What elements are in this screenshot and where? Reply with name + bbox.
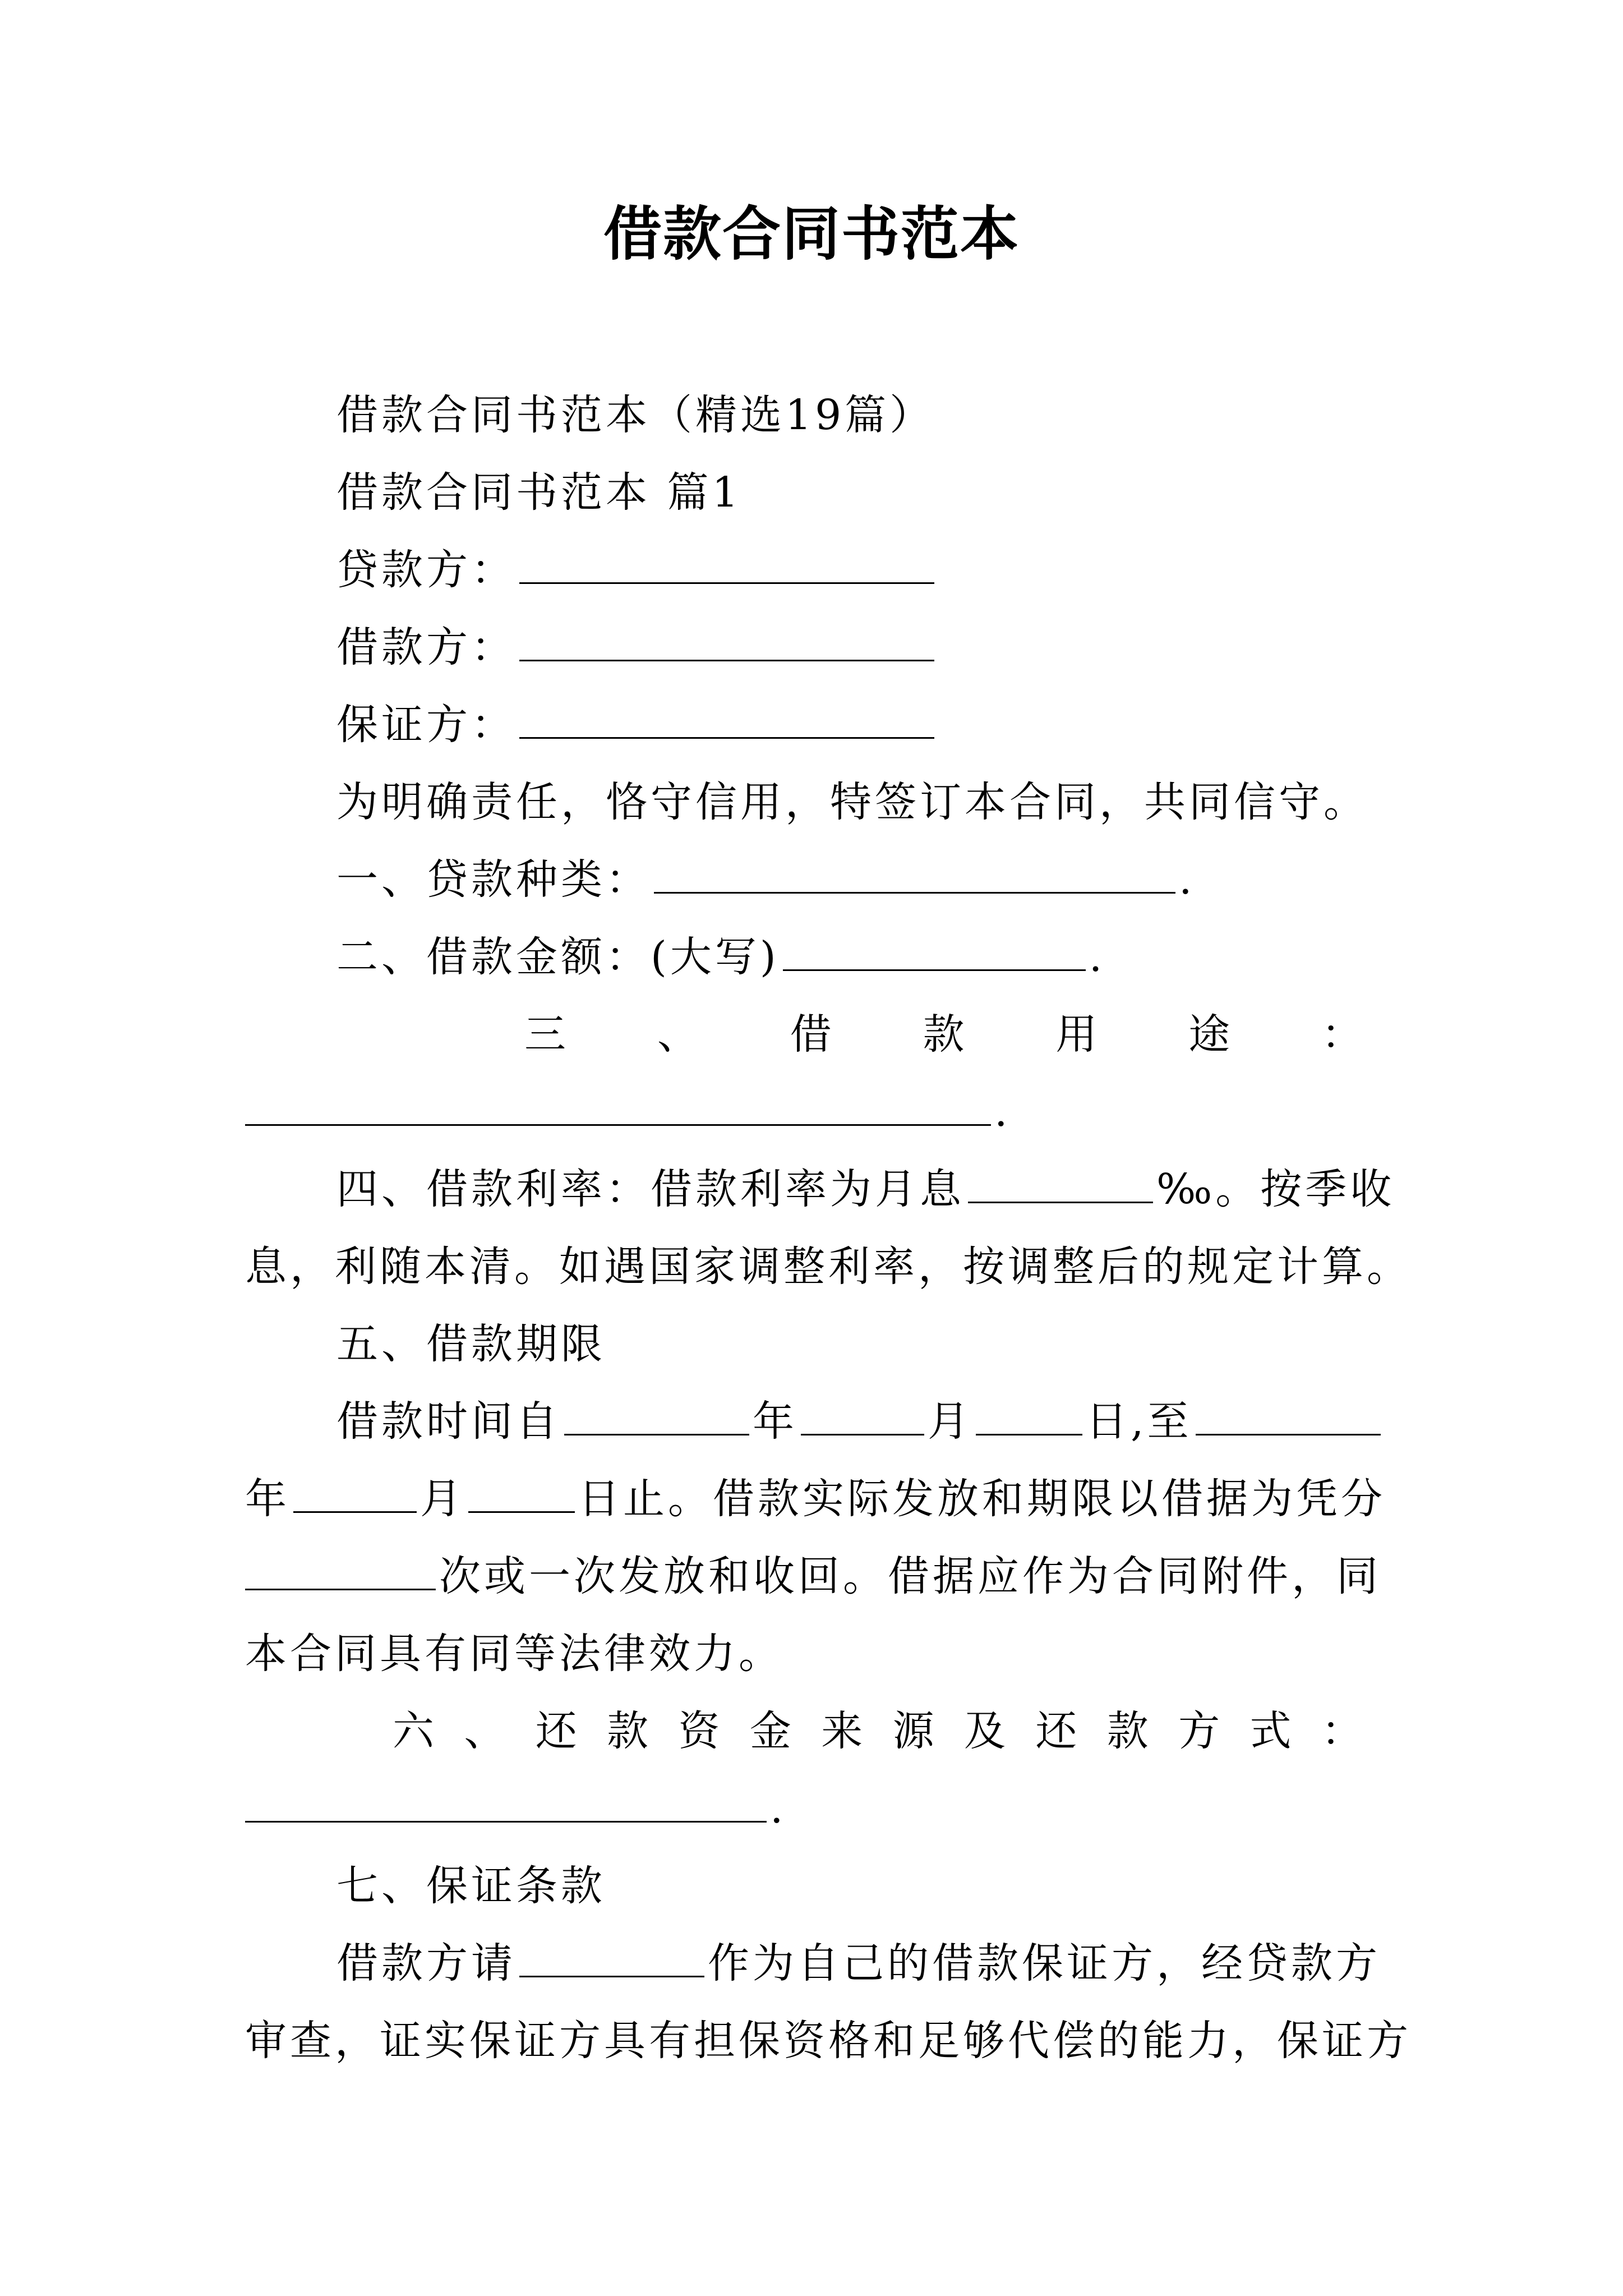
start-day-blank bbox=[976, 1402, 1082, 1435]
clause3-blank bbox=[245, 1093, 991, 1126]
clause6-char: 还 bbox=[1035, 1707, 1077, 1755]
clause3-end: . bbox=[994, 1088, 1011, 1136]
lender-blank bbox=[519, 551, 934, 584]
clause4-line1 bbox=[336, 1161, 1395, 1217]
clause7-line1 bbox=[336, 1935, 1381, 1991]
clause6-char: 来 bbox=[821, 1707, 863, 1755]
clause6-blank bbox=[245, 1789, 767, 1823]
clause6-char: 方 bbox=[1178, 1707, 1220, 1755]
clause6-char: 及 bbox=[964, 1707, 1006, 1755]
clause1-label: 一、贷款种类： bbox=[336, 855, 651, 904]
clause1-blank bbox=[654, 861, 1175, 894]
clause4-rate-blank bbox=[968, 1170, 1153, 1203]
document-subtitle: 借款合同书范本（精选19篇） bbox=[336, 391, 935, 439]
clause3-char: 用 bbox=[1055, 1010, 1098, 1059]
clause4-text-b: ‰。按季收 bbox=[1156, 1165, 1395, 1213]
clause7-heading: 七、保证条款 bbox=[336, 1862, 606, 1910]
clause6-blank-line bbox=[245, 1780, 787, 1837]
clause2-end: . bbox=[1089, 933, 1106, 981]
clause3-char: ： bbox=[1321, 1010, 1363, 1059]
clause2-blank bbox=[783, 938, 1086, 971]
clause7-text-a: 借款方请 bbox=[336, 1939, 516, 1987]
guarantor-blank bbox=[519, 706, 934, 739]
intro-paragraph: 为明确责任，恪守信用，特签订本合同，共同信守。 bbox=[336, 778, 1368, 826]
borrower-blank bbox=[519, 628, 934, 661]
lender-label: 贷款方： bbox=[336, 546, 516, 594]
clause3-char: 途 bbox=[1188, 1010, 1230, 1059]
section-heading: 借款合同书范本 篇1 bbox=[336, 468, 742, 517]
clause6-char: ： bbox=[1321, 1707, 1363, 1755]
month-label: 月 bbox=[420, 1475, 465, 1523]
clause5-line2 bbox=[245, 1471, 1386, 1527]
clause3-char: 借 bbox=[790, 1010, 832, 1059]
guarantor-line bbox=[336, 697, 938, 753]
clause6-heading bbox=[393, 1703, 1363, 1759]
borrower-label: 借款方： bbox=[336, 623, 516, 671]
clause2-label: 二、借款金额：(大写) bbox=[336, 933, 780, 981]
clause6-char: 还 bbox=[535, 1707, 577, 1755]
clause6-char: 款 bbox=[607, 1707, 649, 1755]
clause3-heading bbox=[524, 1006, 1363, 1062]
clause3-blank-line bbox=[245, 1084, 1011, 1140]
day-to-label: 日,至 bbox=[1086, 1397, 1192, 1446]
year-label: 年 bbox=[245, 1475, 290, 1523]
end-year-blank bbox=[1196, 1402, 1381, 1435]
clause5-text: 借款时间自 bbox=[336, 1397, 561, 1446]
clause6-char: 六 bbox=[393, 1707, 434, 1755]
guarantor-name-blank bbox=[519, 1944, 704, 1977]
start-month-blank bbox=[801, 1402, 924, 1435]
clause7-text-b: 作为自己的借款保证方，经贷款方 bbox=[708, 1939, 1381, 1987]
clause1-end: . bbox=[1179, 855, 1196, 904]
clause5-text: 次或一次发放和收回。借据应作为合同附件，同 bbox=[439, 1552, 1381, 1600]
end-day-blank bbox=[468, 1480, 575, 1513]
clause3-char: 三 bbox=[524, 1010, 566, 1059]
clause5-line1 bbox=[336, 1393, 1384, 1450]
clause6-char: 款 bbox=[1106, 1707, 1149, 1755]
clause2-line bbox=[336, 929, 1105, 985]
clause6-char: 源 bbox=[892, 1707, 934, 1755]
clause5-line3 bbox=[245, 1548, 1381, 1604]
clause3-char: 款 bbox=[923, 1010, 965, 1059]
year-label: 年 bbox=[753, 1397, 797, 1446]
start-year-blank bbox=[564, 1402, 749, 1435]
clause3-char: 、 bbox=[657, 1010, 699, 1059]
month-label: 月 bbox=[928, 1397, 972, 1446]
clause7-line2: 审查，证实保证方具有担保资格和足够代偿的能力，保证方 bbox=[245, 2017, 1412, 2065]
clause6-end: . bbox=[770, 1784, 787, 1833]
guarantor-label: 保证方： bbox=[336, 701, 516, 749]
clause6-char: 金 bbox=[749, 1707, 791, 1755]
clause6-char: 、 bbox=[464, 1707, 506, 1755]
clause5-heading: 五、借款期限 bbox=[336, 1320, 606, 1368]
clause4-text-a: 四、借款利率：借款利率为月息 bbox=[336, 1165, 965, 1213]
lender-line bbox=[336, 542, 938, 598]
clause1-line bbox=[336, 852, 1196, 908]
clause6-char: 资 bbox=[678, 1707, 720, 1755]
clause5-text: 日止。借款实际发放和期限以借据为凭分 bbox=[578, 1475, 1386, 1523]
clause6-char: 式 bbox=[1249, 1707, 1292, 1755]
borrower-line bbox=[336, 619, 938, 675]
end-month-blank bbox=[293, 1480, 417, 1513]
clause4-line2: 息，利随本清。如遇国家调整利率，按调整后的规定计算。 bbox=[245, 1243, 1412, 1291]
document-title: 借款合同书范本 bbox=[603, 199, 1020, 268]
clause5-line4: 本合同具有同等法律效力。 bbox=[245, 1630, 783, 1678]
installments-blank bbox=[245, 1557, 436, 1590]
